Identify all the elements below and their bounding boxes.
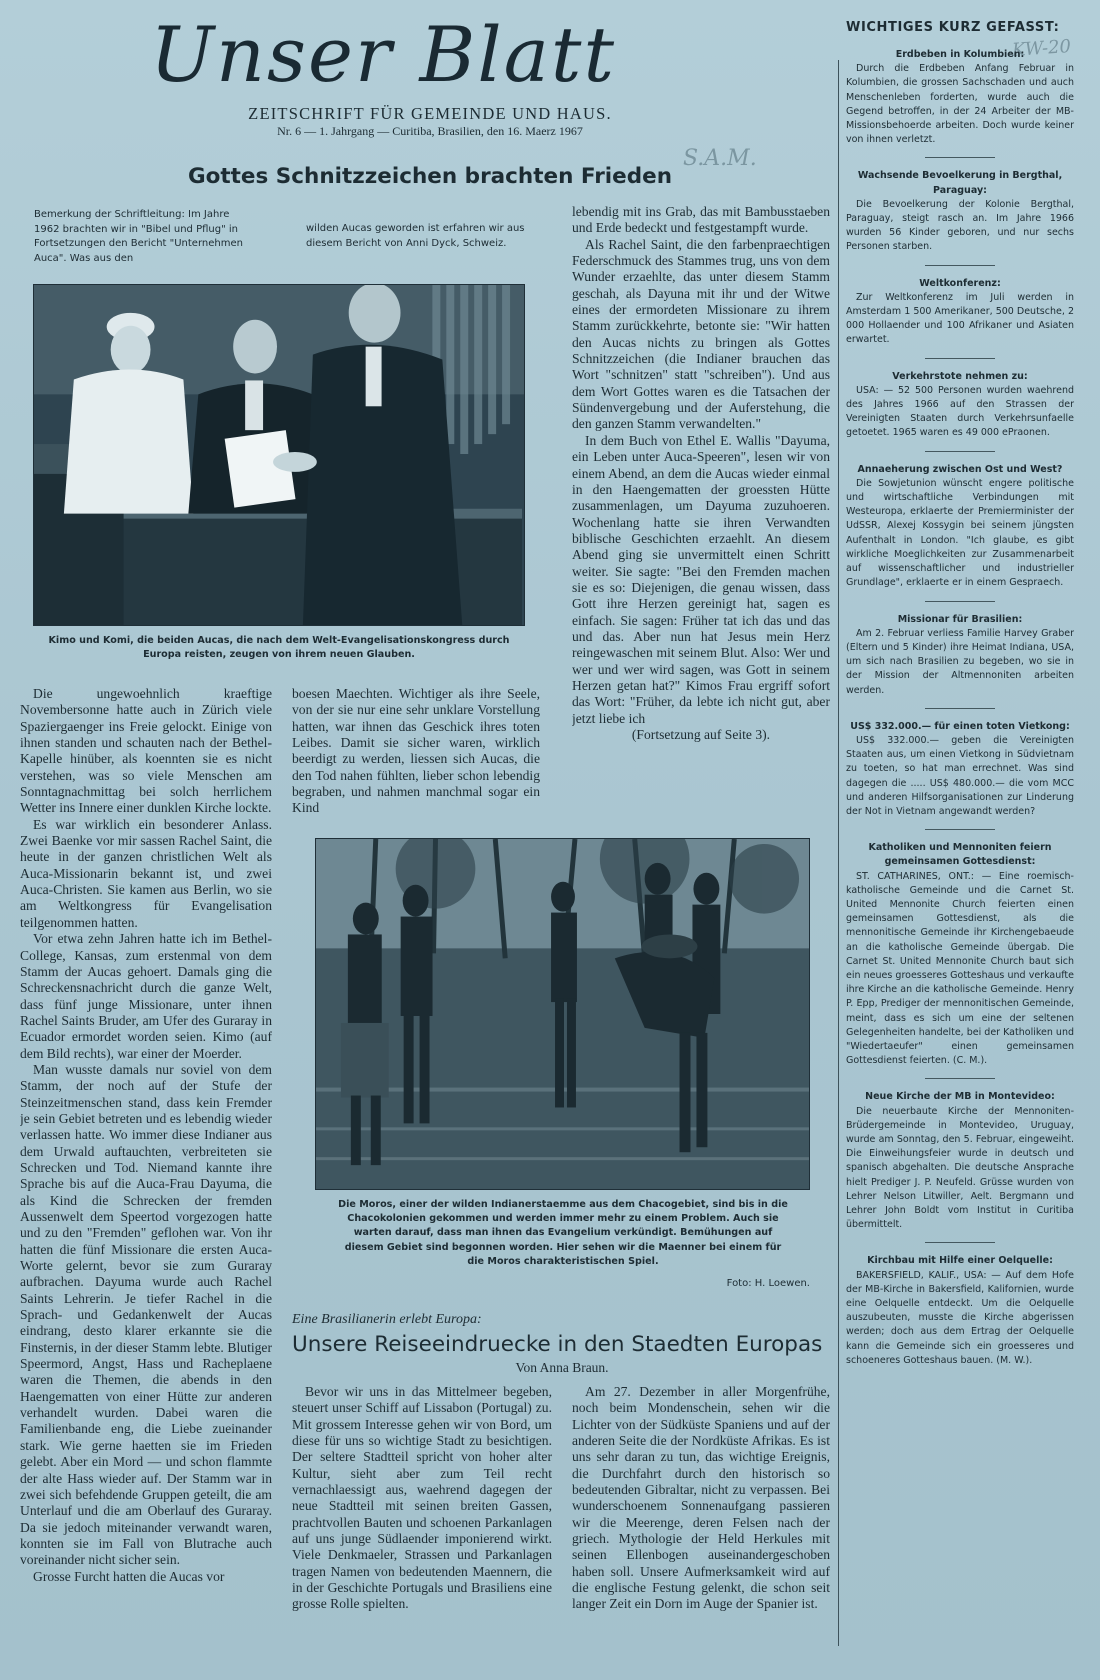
divider <box>925 1078 995 1079</box>
sidebar-divider <box>838 60 839 1646</box>
paragraph: Grosse Furcht hatten die Aucas vor <box>33 1568 225 1584</box>
masthead <box>150 10 705 100</box>
news-brief-text: Die Bevoelkerung der Kolonie Bergthal, Paraguay, steigt rasch an. Im Jahre 1966 wurden 56 Kinder geboren, und nur sechs Personen starben. <box>846 198 1074 253</box>
masthead-subtitle: ZEITSCHRIFT FÜR GEMEINDE UND HAUS. <box>248 104 612 123</box>
divider <box>925 451 995 452</box>
news-brief-title: Erdbeben in Kolumbien: <box>895 49 1025 60</box>
news-briefs-column <box>846 48 1074 1379</box>
news-brief-title: Weltkonferenz: <box>919 277 1001 289</box>
news-brief <box>846 1090 1074 1243</box>
news-brief-title: Annaeherung zwischen Ost und West? <box>857 463 1063 475</box>
news-brief-title: Katholiken und Mennoniten feiern gemeinsamen Gottesdienst: <box>868 842 1052 868</box>
article2-kicker: Eine Brasilianerin erlebt Europa: <box>292 1312 482 1327</box>
news-brief-title: Wachsende Bevoelkerung in Bergthal, Paraguay: <box>857 170 1063 196</box>
article2-column-right <box>572 1384 830 1644</box>
news-brief-title: Verkehrstote nehmen zu: <box>892 370 1028 382</box>
news-brief <box>846 370 1074 452</box>
divider <box>925 358 995 359</box>
photo1-caption: Kimo und Komi, die beiden Aucas, die nach dem Welt-Evangelisationskongress durch Europa reisten, zeugen von ihrem neuen Glauben. <box>48 635 510 661</box>
news-brief <box>846 720 1074 830</box>
photo-aucas-pulpit <box>33 284 525 626</box>
news-brief-text: Die neuerbaute Kirche der Mennoniten-Brüdergemeinde in Montevideo, Uruguay, wurde am Sonntag, den 5. Februar, eingeweiht. Die Einweihungsfeier wurde in deutsch und spanisch abgehalten. Die deutsche Ansprache hielt Prediger J. P. Neufeld. Grüsse wurden von Lehrer Nelson Litwiller, Aelt. Bergmann und Lehrer John Boldt vom Institut in Curitiba übermittelt. <box>846 1105 1074 1231</box>
news-brief-text: ST. CATHARINES, ONT.: — Eine roemisch-katholische Gemeinde und die Carnet St. United Mennonite Church feierten einen gemeinsamen Gottesdienst, als die mennonitische Gemeinde ihr Kirchengebaeude an die katholische Gemeinde übergab. Die Carnet St. United Mennonite Church baut sich ein neues groesseres Gotteshaus und verkaufte ihre Kirche an die katholische Gemeinde. Henry P. Epp, Prediger der mennonitischen Gemeinde, meint, dass es sich um eine der seltenen Gelegenheiten handelte, bei der Katholiken und "Wiedertaeufer" einen gemeinsamen Gottesdienst feierten. (C. M.). <box>846 870 1074 1067</box>
article2-column-left <box>292 1384 552 1644</box>
photo2-caption: Die Moros, einer der wilden Indianerstaemme aus dem Chacogebiet, sind bis in die Chacokolonien gekommen und werden immer mehr zu einem Problem. Auch sie warten darauf, dass man ihnen das Evangelium verkündigt. Bemühungen auf diesem Gebiet sind begonnen worden. Hier sehen wir die Maenner bei einem für die Moros charakteristischen Spiel. <box>338 1199 788 1267</box>
editor-note-left: Bemerkung der Schriftleitung: Im Jahre 1962 brachten wir in "Bibel und Pflug" in Fortsetzungen den Bericht "Unternehmen Auca". Was aus den <box>34 209 243 264</box>
article-column-2 <box>292 686 540 822</box>
photo-moros-game <box>315 838 810 1190</box>
editor-note-right: wilden Aucas geworden ist erfahren wir aus diesem Bericht von Anni Dyck, Schweiz. <box>306 223 525 249</box>
paragraph: Es war wirklich ein besonderer Anlass. Zwei Baenke vor mir sassen Rachel Saint, die heute in der ganzen christlichen Welt als Auca-Missionarin bekannt ist, und zwei Auca-Christen. Sie kamen aus Berlin, wo sie am Weltkongress für Evangelisation teilgenommen hatten. <box>20 816 272 930</box>
divider <box>925 157 995 158</box>
news-brief <box>846 1254 1074 1368</box>
news-brief <box>846 48 1074 158</box>
divider <box>925 1242 995 1243</box>
news-brief-text: Zur Weltkonferenz im Juli werden in Amsterdam 1 500 Amerikaner, 500 Deutsche, 2 000 Hollaender und 100 Afrikaner und Asiaten erwartet. <box>846 291 1074 346</box>
paragraph: Am 27. Dezember in aller Morgenfrühe, noch beim Mondenschein, sehen wir die Lichter von der Südküste Spaniens und auf der anderen Seite die der Nordküste Afrikas. Es ist uns sehr daran zu tun, das wichtige Ereignis, die Durchfahrt durch den historisch so bedeutenden Gibraltar, nicht zu verpassen. Bei wunderschoenem Sonnenaufgang passieren wir die Meerenge, deren Felsen nach der griech. Mythologie der Held Herkules mit seinen Ellenbogen auseinandergeschoben haben soll. Unsere Aufmerksamkeit wird auf die englische Festung gelenkt, die schon seit langer Zeit ein Dorn im Auge der Spanier ist. <box>572 1384 830 1612</box>
news-brief <box>846 169 1074 265</box>
article2-author: Von Anna Braun. <box>515 1360 609 1375</box>
news-brief-text: Durch die Erdbeben Anfang Februar in Kolumbien, die grossen Sachschaden und auch Menschenleben forderten, wurde auch die Gegend betroffen, in der 24 Arbeiter der MB-Missionsbehoerde arbeiten. Doch wurde keiner von ihnen verletzt. <box>846 63 1074 146</box>
handwritten-initials: S.A.M. <box>683 146 757 171</box>
news-brief-text: US$ 332.000.— geben die Vereinigten Staaten aus, um einen Vietkong in Südvietnam zu toeten, so hat man errechnet. Was sind dagegen die ..... US$ 480.000.— die vom MCC und anderen Hilfsorganisationen zur Linderung der Not in Vietnam angewandt werden? <box>846 734 1074 817</box>
handwritten-note: KW-20 <box>1011 35 1072 62</box>
paragraph: Man wusste damals nur soviel von dem Stamm, der noch auf der Stufe der Steinzeitmenschen stand, dass kein Fremder je sein Gebiet betreten und es lebendig wieder verlassen hatte. Wo immer diese Indianer aus dem Urwald auftauchten, verbreiteten sie Schrecken und Tod. Niemand kannte ihre Sprache bis auf die Auca-Frau Dayuma, die als Kind die Schrecken der fremden Aussenwelt dem Speertod vorgezogen hatte und zu den "Fremden" geflohen war. Von ihr hatten die fünf Missionare die ersten Auca-Worte gelernt, bevor sie zum Guraray aufbrachen. Dayuma wurde auch Rachel Saints Lehrerin. Je tiefer Rachel in die Sprach- und Gedankenwelt der Aucas eindrang, desto klarer erkannte sie die Finsternis, in der dieser Stamm lebte. Blutiger Speermord, Angst, Hass und Racheplaene waren die Themen, die abends in den Haengematten von einer Hütte zur anderen verhandelt wurden. Dabei waren die Familienbande eng, die Liebe zueinander stark. Wie gerne haetten sie im Frieden gelebt. Aber ein Mord — und schon flammte der alte Hass wieder auf. Der Stamm war in zwei sich befehdende Gruppen geteilt, die am Unterlauf und die am Oberlauf des Guraray. Da sie jedoch miteinander verwandt waren, konnten sie im Fall von Blutrache auch voreinander nicht sicher sein. <box>20 1061 272 1568</box>
paragraph: Vor etwa zehn Jahren hatte ich im Bethel-College, Kansas, zum erstenmal von dem Stamm der Aucas gehoert. Damals ging die Schreckensnachricht durch die ganze Welt, dass fünf junge Missionare, unter ihnen Rachel Saints Bruder, am Ufer des Guraray in Ecuador ermordet worden seien. Kimo (auf dem Bild rechts), war einer der Moerder. <box>20 931 272 1061</box>
photo-credit: Foto: H. Loewen. <box>726 1278 810 1289</box>
news-brief-title: Neue Kirche der MB in Montevideo: <box>865 1091 1055 1103</box>
article-headline: Gottes Schnitzzeichen brachten Frieden <box>187 164 673 189</box>
paragraph: Die ungewoehnlich kraeftige Novembersonne hatte auch in Zürich viele Spaziergaenger ins Freie gelockt. Einige von ihnen standen und schauten nach der Bethel-Kapelle hinüber, als koennten sie es nicht verstehen, was so viele Menschen am Sonntagnachmittag bei solch herrlichem Wetter ins Innere einer dunklen Kirche lockte. <box>20 686 272 816</box>
news-brief-title: US$ 332.000.— für einen toten Vietkong: <box>850 720 1070 732</box>
news-brief <box>846 613 1074 709</box>
sidebar-heading: WICHTIGES KURZ GEFASST: <box>846 20 1060 35</box>
article2-title: Unsere Reiseeindruecke in den Staedten Europas <box>292 1332 823 1357</box>
paragraph: boesen Maechten. Wichtiger als ihre Seele, von der sie nur eine sehr unklare Vorstellung hatten, war ihnen das Geschick ihres toten Leibes. Damit sie sicher waren, wirklich beerdigt zu werden, liessen sich Aucas, die den Tod nahen fühlten, lieber schon lebendig begraben, und nahmen manchmal sogar ein Kind <box>292 686 540 816</box>
masthead-title: Unser Blatt <box>150 10 617 99</box>
divider <box>925 601 995 602</box>
paragraph: Bevor wir uns in das Mittelmeer begeben, steuert unser Schiff auf Lissabon (Portugal) zu. Mit grossem Interesse gehen wir von Bord, um diese für uns so wichtige Stadt zu besichtigen. Der seltere Stadtteil spricht von hoher alter Kultur, sieht aber zum Teil recht vernachlaessigt aus, waehrend dagegen der neue Stadtteil mit seinen breiten Gassen, prachtvollen Bauten und schoenen Parkanlagen auf uns junge Südlaender imponierend wirkt. Viele Denkmaeler, Strassen und Parkanlagen tragen Namen von bedeutenden Maennern, die in der Geschichte Portugals und Brasiliens eine grosse Rolle spielten. <box>292 1384 552 1612</box>
issue-line: Nr. 6 — 1. Jahrgang — Curitiba, Brasilien, den 16. Maerz 1967 <box>277 124 583 138</box>
news-brief-title: Missionar für Brasilien: <box>897 613 1023 625</box>
news-brief-text: Die Sowjetunion wünscht engere politische und wirtschaftliche Verbindungen mit Westeuropa, erklaerte der Premierminister der UdSSR, Alexej Kossygin bei seinem jüngsten Aufenthalt in London. "Ich glaube, es gibt wirkliche Moeglichkeiten zur Zusammenarbeit auf wissenschaftlicher und industrieller Grundlage", erklaerte er in einem Gespraech. <box>846 477 1074 589</box>
continuation-note: (Fortsetzung auf Seite 3). <box>631 727 771 742</box>
paragraph: lebendig mit ins Grab, das mit Bambusstaeben und Erde bedeckt und festgestampft wurde. <box>572 204 830 236</box>
paragraph: In dem Buch von Ethel E. Wallis "Dayuma, ein Leben unter Auca-Speeren", lesen wir von einem Abend, an dem die Aucas wieder einmal in den Haengematten der groessten Hütte zusammenlagen, um Dayuma zuzuhoeren. Wochenlang hatte sie ihren Verwandten biblische Geschichten erzaehlt. An diesem Abend ging sie unvermittelt einen Schritt weiter. Sie sagte: "Bei den Fremden machen sie es so: Diejenigen, die genau wissen, dass Gott ihre Herzen gereinigt hat, sagen es einfach. Sie sagen: Früher tat ich das und das und das. Aber nun hat Jesus mein Herz reingewaschen mit seinem Blut. Also: Wer und wer und wer wird sagen, was Gott in seinem Herzen getan hat?" Kimos Frau ergriff sofort das Wort: "Früher, da lebte ich nicht gut, aber jetzt liebe ich <box>572 432 830 726</box>
paragraph: Als Rachel Saint, die den farbenpraechtigen Federschmuck des Stammes trug, uns von dem Wunder erzaehlte, das unter diesem Stamm geschah, als Dayuna mit ihr und der Witwe eines der ermordeten Missionare zu ihrem Stamm zurückkehrte, betonte sie: "Wir hatten den Aucas nichts zu bringen als Gottes Schnitzzeichen (die Indianer brauchen das Wort "schnitzen" statt "schreiben"). Und aus dem Wort Gottes waren es die Tatsachen der Sündenvergebung und der Auferstehung, die den ganzen Stamm verwandelten." <box>572 236 830 432</box>
news-brief <box>846 463 1074 602</box>
news-brief-text: Am 2. Februar verliess Familie Harvey Graber (Eltern und 5 Kinder) ihre Heimat Indiana, USA, um sich nach Brasilien zu begeben, wo sie in der Mission der Altmennoniten arbeiten werden. <box>846 627 1074 696</box>
article-column-3 <box>572 204 830 832</box>
divider <box>925 708 995 709</box>
news-brief-title: Kirchbau mit Hilfe einer Oelquelle: <box>867 1255 1053 1267</box>
news-brief-text: USA: — 52 500 Personen wurden waehrend des Jahres 1966 auf den Strassen der Vereinigten Staaten durch Verkehrsunfaelle getoetet. 1965 waren es 49 000 ePraonen. <box>846 384 1074 439</box>
news-brief-text: BAKERSFIELD, KALIF., USA: — Auf dem Hofe der MB-Kirche in Bakersfield, Kalifornien, wurde eine Oelquelle entdeckt. Um die Oelquelle auszubeuten, musste die Kirche abgerissen werden; doch aus dem Ertrag der Oelquelle kann die Gemeinde sich ein groesseres und schoeneres Gotteshaus bauen. (M. W.). <box>846 1269 1074 1366</box>
news-brief <box>846 277 1074 359</box>
divider <box>925 265 995 266</box>
divider <box>925 829 995 830</box>
news-brief <box>846 841 1074 1079</box>
article-column-1 <box>20 686 272 1644</box>
